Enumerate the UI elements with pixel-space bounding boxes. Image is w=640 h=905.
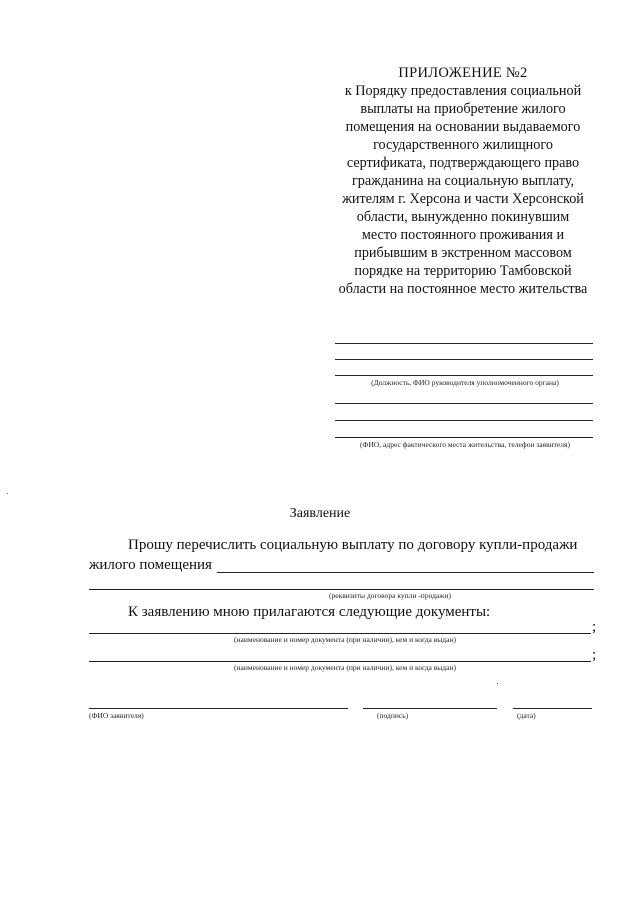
- appendix-line: государственного жилищного: [373, 137, 553, 153]
- official-blank-line-1[interactable]: [335, 343, 593, 344]
- appendix-line: области, вынужденно покинувшим: [356, 209, 570, 225]
- property-blank-line[interactable]: [217, 572, 594, 573]
- statement-heading: Заявление: [289, 506, 351, 521]
- signature-blank-line[interactable]: [363, 708, 497, 709]
- attachment-caption-1: (наименование и номер документа (при наличии), кем и когда выдан): [234, 635, 456, 644]
- applicant-blank-line-3[interactable]: [335, 437, 593, 438]
- scan-speck: [497, 683, 498, 684]
- official-blank-line-3[interactable]: [335, 375, 593, 376]
- applicant-name-blank-line[interactable]: [89, 708, 348, 709]
- appendix-title: ПРИЛОЖЕНИЕ №2: [398, 65, 528, 81]
- attachments-intro: К заявлению мною прилагаются следующие документы:: [128, 604, 491, 620]
- contract-caption: (реквизиты договора купли -продажи): [329, 591, 451, 600]
- date-caption: (дата): [517, 711, 536, 720]
- official-caption: (Должность, ФИО руководителя уполномоченного органа): [371, 378, 559, 387]
- contract-blank-line[interactable]: [89, 589, 594, 590]
- applicant-blank-line-1[interactable]: [335, 403, 593, 404]
- attachment-blank-line-2[interactable]: [89, 661, 591, 662]
- scan-speck: [7, 493, 8, 494]
- attachment-blank-line-1[interactable]: [89, 633, 591, 634]
- applicant-caption: (ФИО, адрес фактического места жительства, телефон заявителя): [360, 440, 570, 449]
- applicant-blank-line-2[interactable]: [335, 420, 593, 421]
- appendix-header: [318, 64, 608, 298]
- appendix-line: области на постоянное место жительства: [338, 281, 588, 297]
- applicant-name-caption: (ФИО заявителя): [89, 711, 144, 720]
- appendix-line: прибывшим в экстренном массовом: [354, 245, 572, 261]
- appendix-line: помещения на основании выдаваемого: [345, 119, 581, 135]
- appendix-line: сертификата, подтверждающего право: [346, 155, 580, 171]
- appendix-line: гражданина на социальную выплату,: [351, 173, 575, 189]
- appendix-line: выплаты на приобретение жилого: [360, 101, 566, 117]
- attachment-caption-2: (наименование и номер документа (при наличии), кем и когда выдан): [234, 663, 456, 672]
- request-text-line-1: Прошу перечислить социальную выплату по договору купли-продажи: [128, 537, 578, 553]
- attachment-end-2: ;: [592, 647, 597, 663]
- appendix-line: к Порядку предоставления социальной: [344, 83, 582, 99]
- appendix-line: место постоянного проживания и: [361, 227, 565, 243]
- appendix-line: порядке на территорию Тамбовской: [354, 263, 572, 279]
- request-text-line-2: жилого помещения: [89, 557, 212, 573]
- date-blank-line[interactable]: [513, 708, 592, 709]
- signature-caption: (подпись): [377, 711, 409, 720]
- attachment-end-1: ;: [592, 619, 597, 635]
- appendix-line: жителям г. Херсона и части Херсонской: [342, 191, 584, 207]
- official-blank-line-2[interactable]: [335, 359, 593, 360]
